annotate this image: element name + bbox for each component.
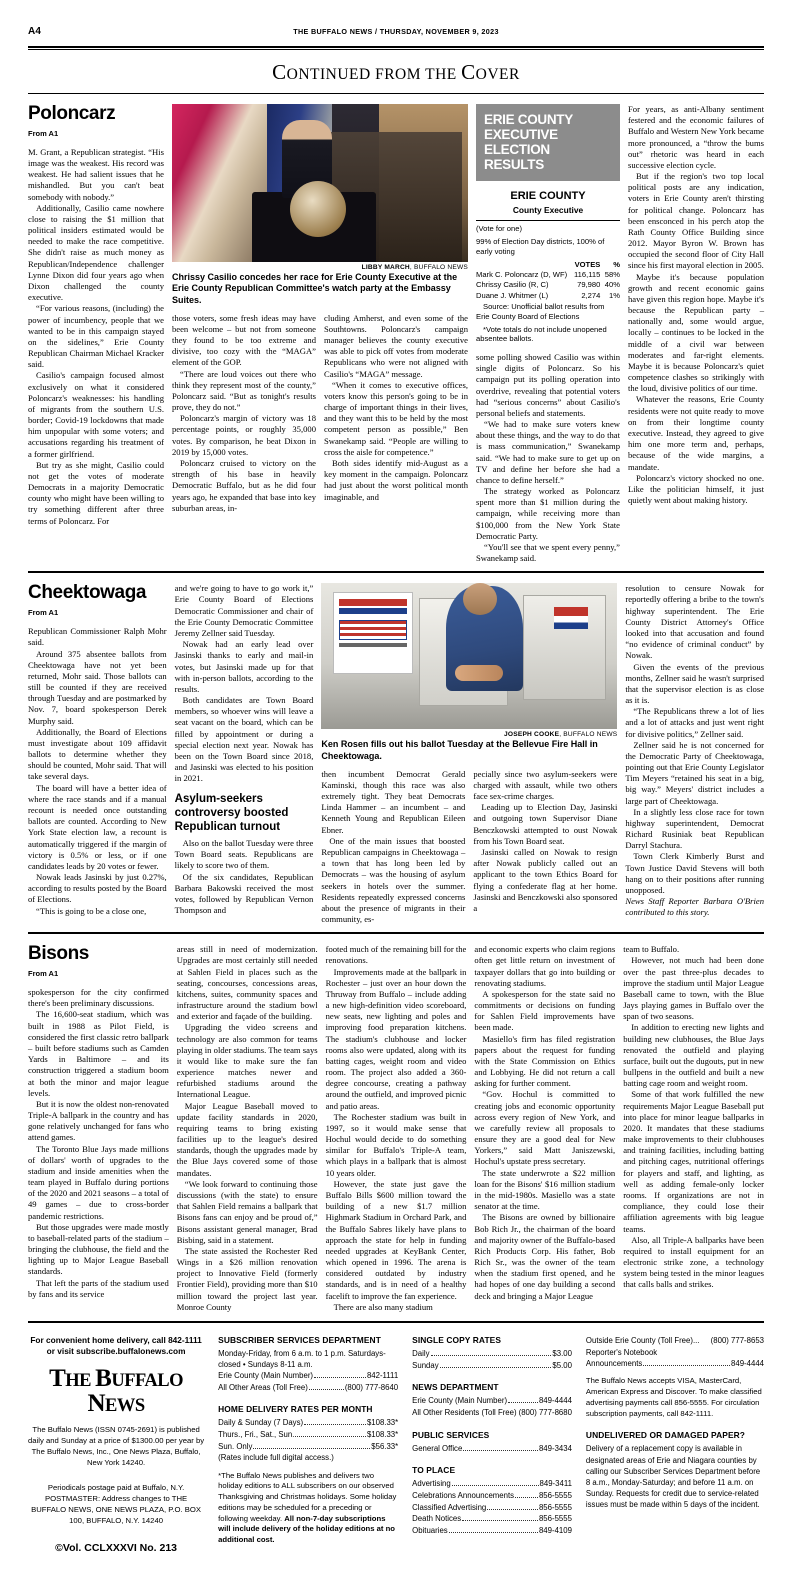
logo-he: HE <box>65 1371 96 1392</box>
contact-row <box>412 1478 572 1490</box>
paragraph: Nowak had an early lead over Jasinski thanks to early and mail-in votes, but Jasinski made up for that with in-person ballots, according to the results. <box>174 639 314 694</box>
publication-info: The Buffalo News (ISSN 0745-2691) is published daily and Sunday at a price of $1300.00 per year by The Buffalo News, Inc., One News Plaza, Buffalo, New York 14240. <box>28 1425 205 1468</box>
volume-number: ©Vol. CCLXXXVI No. 213 <box>55 1541 178 1554</box>
paragraph: There are also many stadium <box>333 1301 433 1312</box>
section-banner <box>28 50 764 93</box>
rate-label: Sunday <box>412 1360 439 1370</box>
paragraph: cluding Amherst, and even some of the Southtowns. Poloncarz's campaign manager believes the county executive was able to pick off votes from moderate Republicans who were not aligned with Casilio's “MAGA” message. <box>324 312 468 379</box>
paragraph: some polling showed Casilio was within single digits of Poloncarz. So his campaign put its polling operation into overdrive, revealing that potential voters had “serious concerns” about Casilio's personal beliefs and statements. <box>476 352 620 418</box>
photo-credit-org: , BUFFALO NEWS <box>409 264 468 271</box>
contact-row <box>412 1395 572 1407</box>
photo-county-seal <box>290 181 346 237</box>
photo-credit-org: , BUFFALO NEWS <box>559 731 618 739</box>
jumpline: From A1 <box>28 128 59 138</box>
results-note: *Vote totals do not include unopened absentee ballots. <box>476 324 607 344</box>
table-row <box>476 280 620 290</box>
paragraph: Town Clerk Kimberly Burst and Town Justice David Stevens will both hang on to their positions after running unopposed. <box>625 851 765 895</box>
contact-value: (800) 777-8680 <box>518 1407 572 1417</box>
dot-leader <box>304 1424 366 1425</box>
story-tagline: News Staff Reporter Barbara O'Brien contributed to this story. <box>625 896 765 918</box>
paragraph: Some of that work fulfilled the new requirements Major League Baseball put into place for minor league ballparks in 2020. It mandates that these stadiums make improvements to their clubhouses and training facilities, including batting and pitching cages, nutritional offerings for players and staff, and lighting, as well as adding female-only locker rooms. If organizations are not in compliance, they could lose their affiliation agreements with big league teams. <box>623 1089 764 1234</box>
paragraph: “There are loud voices out there who think they represent most of the county,” Poloncarz said. “But as tonight's results prove, they do not.” <box>172 368 316 413</box>
paragraph: and we're going to have to go work it,” Erie County Board of Elections Democratic Commissioner and chair of the Erie County Democratic Committee Jeremy Zellner said Tuesday. <box>174 583 314 638</box>
logo-uffalo: UFFALO <box>111 1371 184 1392</box>
contact-label: All Other Residents (Toll Free) <box>412 1407 517 1417</box>
rate-value: $56.33* <box>371 1441 399 1451</box>
paragraph: Upgrading the video screens and technology are also common for teams playing in older stadiums. The team says it would like to make sure the fan experience matches newer and refurbished stadiums around the International League. <box>176 1022 318 1100</box>
paragraph: “We had to make sure voters knew about these things, and the way to do that is mass communication,” Swanekamp said. “We had to make sure to get up on TV and define her before she had a chance to define herself.” <box>476 419 620 485</box>
results-banner: ERIE COUNTY EXECUTIVE ELECTION RESULTS <box>476 104 620 181</box>
cheektowaga-column-4 <box>473 769 617 925</box>
candidate-pct: 1% <box>609 290 620 300</box>
contact-value: 849-3434 <box>538 1443 572 1453</box>
contact-label: General Office <box>412 1443 463 1453</box>
payment-methods-note: The Buffalo News accepts VISA, MasterCard, American Express and Discover. To make classified advertising payments call 856-5555. For circulation subscription payments, call 842-1111. <box>585 1376 762 1418</box>
candidate-pct: 58% <box>604 270 620 280</box>
col-header-name <box>476 260 569 270</box>
paragraph: Zellner said he is not concerned for the Democratic Party of Cheektowaga, pointing out that Erie County Legislator Tim Meyers “retained his seat in a big, big way.” Meyers' district includes a large part of Cheektowaga. <box>625 739 765 806</box>
paragraph: “Gov. Hochul is committed to creating jobs and economic opportunity across every region of New York, and we carefully review all proposals to ensure they are a good deal for New Yorkers,” said Matt Janiszewski, Hochul's upstate press secretary. <box>474 1089 616 1167</box>
results-vote-for: (Vote for one) <box>476 224 523 234</box>
contact-row <box>586 1335 764 1347</box>
paragraph: Given the events of the previous months, Zellner said he wasn't surprised that the supervisor election is as close as it is. <box>625 661 765 706</box>
story-cheektowaga <box>28 573 764 925</box>
contact-value: 856-5555 <box>538 1514 572 1524</box>
contact-row <box>412 1443 572 1455</box>
dot-leader <box>452 1485 539 1486</box>
photo-caption: Chrissy Casilio concedes her race for Erie County Executive at the Erie County Republican Committee's watch party at the Embassy Suites. <box>172 272 458 305</box>
cheektowaga-column-5 <box>625 583 764 925</box>
contact-value: 849-4109 <box>538 1526 572 1536</box>
paragraph: areas still in need of modernization. Upgrades are most certainly still needed at Sahlen Field in places such as the seating, concourses, concessions areas, kitchens, suites, community spaces and infrastructure around the stadium bowl and exterior and façade of the building. <box>176 944 318 1022</box>
logo-t: T <box>49 1365 66 1393</box>
jumpline: From A1 <box>28 969 59 979</box>
paragraph: Major League Baseball moved to update facility standards in 2020, requiring teams to bring existing facilities up to the league's desired standards, though the upgrades made by the Blue Jays covered some of those mandates. <box>176 1100 318 1178</box>
bisons-column-5 <box>623 944 764 1313</box>
footer-rates-contacts-column <box>412 1335 572 1554</box>
paragraph: Maybe it's because population growth and recent economic gains have given this region hope. Maybe it's because the Republican party – nationally and, some would argue, locally – continues to be locked in the middle of a civil war between moderates and far-right elements. Maybe it is because Poloncarz's quiet competence clashes so strikingly with the loud, divisive politics of our time. <box>628 271 764 394</box>
election-results-box <box>476 104 620 344</box>
section-banner-w1: ONTINUED FROM THE <box>286 66 462 83</box>
paragraph: Both candidates are Town Board members, so whoever wins will leave a seat vacant on the board, which can be filled by appointment or during a special election next year. Nowak has been on the Town Board since 2018, and Jasinski was elected to his position in 2021. <box>174 695 314 784</box>
paragraph: For years, as anti-Albany sentiment festered and the economic failures of Buffalo and Western New York became more pronounced, a “throw the bums out” rhetoric was heard in each successive election cycle. <box>628 104 764 170</box>
paragraph: pecially since two asylum-seekers were charged with assault, while two others face sex-crime charges. <box>473 768 618 802</box>
paragraph: In a slightly less close race for town highway superintendent, Democrat Richard Rusiniak beat Republican Darryl Stachura. <box>625 806 765 851</box>
candidate-votes: 79,980 <box>577 280 601 290</box>
cheektowaga-column-2 <box>175 583 314 925</box>
paragraph: spokesperson for the city confirmed there's been preliminary discussions. <box>28 987 169 1009</box>
rate-label: Sun. Only <box>218 1441 253 1451</box>
contact-label: Celebrations Announcements <box>412 1491 515 1500</box>
paragraph: Improvements made at the ballpark in Rochester – just over an hour down the Thruway from Buffalo – include adding a new high-definition video scoreboard, new seats, new lighting and poles and improving food preparation kitchens. The stadium's clubhouse and locker rooms also were updated, along with its batting cages, weight room and video room. The project also added a 360-degree concourse, creating a pathway around the outfield, and improved picnic and patio areas. <box>325 966 467 1111</box>
rates-digital-note: (Rates include full digital access.) <box>218 1453 334 1463</box>
dot-leader <box>314 1377 366 1378</box>
candidate-name: Mark C. Poloncarz (D, WF) <box>476 270 568 280</box>
poloncarz-column-4 <box>476 104 620 564</box>
paragraph: The Toronto Blue Jays made millions of dollars' worth of upgrades to the stadium and inside amenities when the team played in Buffalo during portions of the 2020 and 2021 seasons – a total of 49 games – due to cross-border pandemic restrictions. <box>28 1143 169 1221</box>
dot-leader <box>643 1365 730 1366</box>
contact-label: Death Notices <box>412 1514 462 1524</box>
photo-credit-name: LIBBY MARCH <box>361 264 410 271</box>
page-header <box>28 0 764 43</box>
single-copy-rates-header: SINGLE COPY RATES <box>412 1334 502 1345</box>
contact-label: Announcements <box>585 1358 643 1368</box>
candidate-pct: 40% <box>604 280 620 290</box>
paragraph: team to Buffalo. <box>623 944 680 955</box>
paragraph: But try as she might, Casilio could not get the votes of moderate Democrats in a majority Democratic county who might have been willing to try something different after three terms of Poloncarz. For <box>28 459 164 526</box>
contact-value: 856-5555 <box>538 1502 572 1512</box>
contact-label: Advertising <box>412 1479 451 1489</box>
rate-row <box>218 1417 398 1429</box>
photo-small-flag <box>554 607 588 629</box>
paragraph: However, the state just gave the Buffalo Bills $600 million toward the building of a new $1.7 million Highmark Stadium in Orchard Park, and the Buffalo Sabres likely have plans to approach the state for help in funding needed upgrades at KeyBank Center, which opened in 1996. The arena is considered outdated by industry standards, and is in need of a healthy facelift to improve the fan experience. <box>325 1178 467 1301</box>
paragraph: “For various reasons, (including) the power of incumbency, people that we wanted to be in this campaign stayed on the sidelines,” Erie County Republican Chairman Michael Kracker said. <box>28 303 164 370</box>
photo-credit-name: JOSEPH COOKE <box>504 731 560 739</box>
contact-value: 849-4444 <box>731 1358 764 1368</box>
col-header-pct: % <box>613 259 620 269</box>
bisons-column-4 <box>474 944 615 1313</box>
results-title: ERIE COUNTY <box>510 190 586 203</box>
contact-row <box>218 1382 398 1394</box>
photo-credit <box>172 262 468 271</box>
contact-row <box>412 1513 572 1525</box>
results-reporting: 99% of Election Day districts, 100% of early voting <box>476 237 605 256</box>
poloncarz-column-5 <box>628 104 764 564</box>
paragraph: Also on the ballot Tuesday were three Town Board seats. Republicans are likely to score two of them. <box>174 838 314 871</box>
contact-value: (800) 777-8653 <box>710 1335 764 1345</box>
buffalo-news-logo <box>28 1357 204 1425</box>
contact-label: Classified Advertising <box>412 1502 487 1512</box>
poloncarz-photo <box>172 104 468 262</box>
paragraph: Additionally, the Board of Elections must investigate about 109 affidavit ballots to determine whether they should be counted, Mohr said. That will take several days. <box>28 726 167 782</box>
paragraph: Poloncarz cruised to victory on the strength of his base in heavily Democratic Buffalo, but as he did four years ago, he expanded that base into key suburban areas, in- <box>172 457 316 513</box>
to-place-header: TO PLACE <box>412 1465 456 1476</box>
section-banner-c1: C <box>272 60 287 84</box>
section-banner-w2: OVER <box>475 66 520 83</box>
paragraph: footed much of the remaining bill for the renovations. <box>325 944 467 966</box>
paragraph: Nowak leads Jasinski by just 0.27%, according to results posted by the Board of Elections. <box>28 872 167 905</box>
paragraph: A spokesperson for the state said no commitments or decisions on funding for Sahlen Field improvements have been made. <box>474 988 616 1033</box>
section-banner-c2: C <box>461 60 476 84</box>
logo-b: B <box>95 1365 112 1393</box>
paragraph: But it is now the oldest non-renovated Triple-A ballpark in the country and has gone relatively unchanged for fans who attend games. <box>28 1098 169 1143</box>
logo-n: N <box>87 1390 106 1418</box>
subheadline-asylum: Asylum-seekers controversy boosted Republican turnout <box>174 793 289 833</box>
paragraph: Masiello's firm has filed registration papers about the request for funding with the State Commission on Ethics and Lobbying. He did not return a call asking for further comment. <box>474 1033 616 1089</box>
rate-label: Daily & Sunday (7 Days) <box>218 1418 304 1428</box>
paragraph: However, not much had been done over the past three-plus decades to improve the stadium until Major League Baseball came to town, with the Blue Jays playing games in Buffalo over the span of two seasons. <box>623 955 764 1022</box>
paragraph: One of the main issues that boosted Republican campaigns in Cheektowaga – a town that has long been led by Democrats – was the housing of asylum seekers in hotels over the summer. Residents repeatedly expressed concerns about the presence of migrants in their community, es- <box>321 835 466 925</box>
dot-leader <box>462 1520 538 1521</box>
dot-leader <box>440 1367 552 1368</box>
photo-credit <box>321 729 617 738</box>
cheektowaga-photo <box>321 583 617 729</box>
story-poloncarz <box>28 94 764 564</box>
contact-row <box>412 1502 572 1514</box>
header-dateline: THE BUFFALO NEWS / THURSDAY, NOVEMBER 9, 2023 <box>293 27 499 36</box>
candidate-name: Chrissy Casilio (R, C) <box>476 280 549 290</box>
cheektowaga-column-1 <box>28 583 167 925</box>
footer-subscriber-column <box>218 1335 398 1554</box>
paragraph: Leading up to Election Day, Jasinski and outgoing town Supervisor Diane Benczkowski attempted to oust Nowak from his Town Board seat. <box>473 802 618 846</box>
paragraph: “This is going to be a close one, <box>36 905 147 916</box>
paragraph: The board will have a better idea of where the race stands and if a manual recount is needed once outstanding ballots are counted. According to New York State election law, a recount is automatically triggered if the margin of victory is 0.5% or less, or if one candidates leads by 20 votes or fewer. <box>28 782 167 871</box>
paragraph: those voters, some fresh ideas may have been welcome – but not from someone they found to be too extreme and divisive, too cozy with the “MAGA” element of the GOP. <box>172 312 316 368</box>
footer-masthead-column <box>28 1335 204 1554</box>
paragraph: Around 375 absentee ballots from Cheektowaga have not yet been returned, Mohr said. Those ballots can still be counted if they are received through Tuesday and are postmarked by Nov. 7, board spokesperson Derek Murphy said. <box>28 648 167 726</box>
rate-row <box>218 1441 398 1453</box>
table-row <box>476 290 620 300</box>
paragraph: Of the six candidates, Republican Barbara Bakowski received the most votes, followed by Republican Vernon Thompson and <box>174 871 314 916</box>
paragraph: resolution to censure Nowak for reportedly offering a bribe to the town's highway superintendent. The Erie County District Attorney's Office looked into that accusation and found “no evidence of criminal conduct” by Nowak. <box>625 583 765 661</box>
col-header-votes: VOTES <box>574 259 601 269</box>
story-bisons <box>28 934 764 1313</box>
paragraph: “We look forward to continuing those discussions (with the state) to ensure that Sahlen Field remains a ballpark that Bisons fans can enjoy and be proud of,” Bisons assistant general manager, Brad Bisbing, said in a statement. <box>176 1178 318 1245</box>
home-delivery-rates-header: HOME DELIVERY RATES PER MONTH <box>218 1404 373 1415</box>
paragraph: Also, all Triple-A ballparks have been required to install equipment for an electronic strike zone, a technology system being tested in the minor leagues that calls balls and strikes. <box>623 1234 764 1290</box>
logo-ews: EWS <box>105 1396 145 1417</box>
paragraph: Casilio's campaign focused almost exclusively on what it considered Poloncarz's weaknesses: his handling of migrants from the southern U.S. border; Covid-19 lockdowns that made him unpopular with some voters; and accusations regarding his treatment of a former girlfriend. <box>28 370 164 459</box>
photo-mark-your-ballot-sign <box>333 592 413 674</box>
paragraph: The state underwrote a $22 million loan for the Bisons' $16 million stadium in the mid-1980s. Masiello was a state senator at the time. <box>474 1167 616 1212</box>
cheektowaga-photo-block <box>321 583 617 925</box>
table-header-row <box>476 260 620 270</box>
undelivered-header: UNDELIVERED OR DAMAGED PAPER? <box>585 1430 746 1441</box>
candidate-votes: 2,274 <box>581 290 601 300</box>
bisons-column-2 <box>177 944 318 1313</box>
reporters-notebook-label: Reporter's Notebook <box>585 1347 658 1357</box>
rate-value: $108.33* <box>366 1430 399 1440</box>
paragraph: M. Grant, a Republican strategist. “His image was the weakest. His record was weakest. He had salient issues that he mishandled. But you can't beat somebody with nobody.” <box>28 146 164 202</box>
candidate-votes: 116,115 <box>574 270 601 280</box>
contact-label: Obituaries <box>412 1526 448 1536</box>
paragraph: But if the region's two top local political posts are any indication, voters in Erie County aren't thirsting for political change. Poloncarz has been ensconced in his perch atop the Rath County Office Building since 2012. Mayor Byron W. Brown has occupied the second floor of City Hall since his first mayoral election in 2005. <box>628 171 764 271</box>
dot-leader <box>253 1448 370 1449</box>
dot-leader <box>431 1355 552 1356</box>
paragraph: In addition to erecting new lights and building new clubhouses, the Blue Jays renovated the outfield and playing surface, built out the dugouts, put in new bullpens in the outfield and built a new batting cage room and weight room. <box>623 1022 764 1089</box>
paragraph: and economic experts who claim regions often get little return on investment of taxpayer dollars that go into building or renovating stadiums. <box>474 944 616 988</box>
story-title-cheektowaga: Cheektowaga <box>28 582 147 604</box>
contact-value: 849-3411 <box>539 1479 572 1489</box>
news-department-header: NEWS DEPARTMENT <box>412 1382 499 1393</box>
holiday-note-bold: All non-7-day subscriptions will include delivery of the holiday editions at no additional cost. <box>218 1513 395 1545</box>
bisons-column-1 <box>28 944 169 1313</box>
paragraph: “You'll see that we spent every penny,” Swanekamp said. <box>476 541 620 564</box>
contact-row <box>218 1370 398 1382</box>
paragraph: The state assisted the Rochester Red Wings in a $26 million renovation project to Innovative Field (formerly Frontier Field), providing more than $10 million toward the project last year. Monroe County <box>176 1245 318 1312</box>
contact-label: Erie County (Main Number) <box>218 1371 314 1380</box>
paragraph: “When it comes to executive offices, voters know this person's going to be in charge of important things in their lives, and they want this to be held by the most competent person as possible,” Ben Swanekamp said. “People are willing to cross the aisle for competence.” <box>324 379 468 457</box>
dot-leader <box>449 1532 538 1533</box>
paragraph: Whatever the reasons, Erie County residents were not quite ready to move on from their longtime county executive. Instead, they agreed to give him one more term and, perhaps, because of the wide margins, a mandate. <box>628 394 764 472</box>
page-title: Poloncarz <box>28 103 116 124</box>
rate-row <box>412 1360 572 1372</box>
paragraph: Jasinski called on Nowak to resign after Nowak publicly called out an applicant to the town Ethics Board for flying a confederate flag at her home. Jasinski and Benczkowski also sponsored a <box>473 847 618 913</box>
page-folio: A4 <box>28 26 42 37</box>
paragraph: “The Republicans threw a lot of lies and a lot of attacks and just went right for divisive politics,” Zellner said. <box>625 706 765 739</box>
dot-leader <box>463 1450 538 1451</box>
rate-label: Daily <box>412 1348 430 1358</box>
table-row <box>476 270 620 280</box>
paragraph: then incumbent Democrat Gerald Kaminski, though this race was also extremely tight. They beat Democrats Linda Hammer – an incumbent – and Kenneth Young and Republican Eileen Ebner. <box>321 768 466 835</box>
paragraph: The 16,600-seat stadium, which was built in 1988 as Pilot Field, is considered the first classic retro ballpark – built before stadiums such as Camden Yards in Baltimore – and its construction triggered a stadium boom at both the minor and major league levels. <box>28 1009 169 1098</box>
page-footer <box>28 1323 764 1554</box>
paragraph: Poloncarz's margin of victory was 18 percentage points, or roughly 35,000 votes. By comparison, he beat Dixon in 2019 by 15,000 votes. <box>172 413 316 457</box>
dot-leader <box>295 1436 366 1437</box>
jumpline: From A1 <box>28 608 59 618</box>
poloncarz-photo-block <box>172 104 468 564</box>
photo-caption: Ken Rosen fills out his ballot Tuesday at the Bellevue Fire Hall in Cheektowaga. <box>321 739 598 761</box>
footer-notices-column <box>586 1335 764 1554</box>
rate-row <box>412 1348 572 1360</box>
paragraph: Poloncarz's victory shocked no one. Like the politician himself, it just quietly went about making history. <box>628 472 764 506</box>
contact-value: 856-5555 <box>538 1491 572 1500</box>
holiday-edition-note <box>218 1471 398 1546</box>
poloncarz-column-2 <box>172 313 316 514</box>
story-title-bisons: Bisons <box>28 943 89 965</box>
rate-value: $3.00 <box>552 1348 572 1358</box>
contact-value: (800) 777-8640 <box>344 1382 399 1392</box>
rate-value: $108.33* <box>366 1418 399 1428</box>
contact-label: All Other Areas (Toll Free) <box>218 1382 308 1392</box>
dot-leader <box>309 1389 344 1390</box>
dot-leader <box>508 1402 538 1403</box>
paragraph: Additionally, Casilio came nowhere close to raising the $1 million that political insiders estimated would be needed to make the race competitive. She didn't raise as much money as Republican/Independence challenger Lynne Dixon did four years ago when Dixon challenged the county executive. <box>28 202 164 303</box>
contact-row <box>412 1525 572 1537</box>
contact-label: Erie County (Main Number) <box>412 1396 508 1406</box>
contact-row <box>412 1407 572 1419</box>
rate-row <box>218 1429 398 1441</box>
bisons-column-3 <box>326 944 467 1313</box>
dot-leader <box>487 1509 538 1510</box>
paragraph: The Rochester stadium was built in 1997, so it would make sense that Hochul would decide to do something similar for Buffalo's Triple-A team, which plays in a ballpark that is almost 10 years older. <box>325 1111 467 1178</box>
contact-value: 849-4444 <box>538 1396 572 1406</box>
results-table <box>476 260 620 301</box>
contact-row <box>412 1490 572 1502</box>
holiday-note-plain: *The Buffalo News publishes and delivers two holiday editions to ALL subscribers on our observed Thanksgiving and Christmas holidays. Some holiday editions may be scheduled for a preceding or following weekday. <box>218 1470 397 1523</box>
dot-leader <box>515 1497 538 1498</box>
contact-value: 842-1111 <box>366 1371 399 1380</box>
photo-voter-hand <box>455 665 503 681</box>
paragraph: The strategy worked as Poloncarz spent more than $1 million during the campaign, while receiving more than $100,000 from the New York State Democratic Party. <box>476 486 620 541</box>
contact-row <box>586 1358 764 1370</box>
poloncarz-column-3 <box>324 313 468 514</box>
postmaster-info: Periodicals postage paid at Buffalo, N.Y. POSTMASTER: Address changes to THE BUFFALO NEWS, ONE NEWS PLAZA, P.O. BOX 100, BUFFALO, N.Y. 14240 <box>31 1483 201 1525</box>
rate-label: Thurs., Fri., Sat., Sun. <box>218 1430 295 1440</box>
candidate-name: Duane J. Whitmer (L) <box>476 290 549 300</box>
poloncarz-column-1 <box>28 104 164 564</box>
subscriber-hours: Monday-Friday, from 6 a.m. to 1 p.m. Saturdays-closed • Sundays 8-11 a.m. <box>218 1348 386 1369</box>
home-delivery-promo: For convenient home delivery, call 842-1111 or visit subscribe.buffalonews.com <box>30 1334 202 1357</box>
public-services-header: PUBLIC SERVICES <box>412 1429 490 1440</box>
paragraph: The Bisons are owned by billionaire Bob Rich Jr., the chairman of the board and majority owner of the Buffalo-based Rich Products Corp. His father, Bob Rich Sr., was the owner of the team when the stadium first opened, and he had hopes of one day building a second deck and bringing a Major League <box>474 1212 616 1301</box>
paragraph: But those upgrades were made mostly to baseball-related parts of the stadium – bringing the clubhouse, the field and the lighting up to Major League Baseball standards. <box>28 1221 169 1277</box>
results-source: Source: Unofficial ballot results from Erie County Board of Elections <box>476 302 605 321</box>
paragraph: Both sides identify mid-August as a key moment in the campaign. Poloncarz had just about the worst political month imaginable, and <box>324 457 468 502</box>
results-subtitle: County Executive <box>512 205 584 216</box>
paragraph: Republican Commissioner Ralph Mohr said. <box>28 626 167 648</box>
contact-label: Outside Erie County (Toll Free)... <box>585 1335 700 1345</box>
rate-value: $5.00 <box>552 1360 572 1370</box>
cheektowaga-column-3 <box>321 769 465 925</box>
undelivered-note: Delivery of a replacement copy is available in designated areas of Erie and Niagara counties by calling our Subscriber Services Department before 8 a.m., Monday-Saturday; and before 11 a.m. on Sunday. Requests for credit due to service-related issues must be made within 5 days of the incident. <box>585 1444 761 1509</box>
subscriber-services-header: SUBSCRIBER SERVICES DEPARTMENT <box>218 1334 381 1345</box>
paragraph: That left the parts of the stadium used by fans and its service <box>28 1277 169 1299</box>
